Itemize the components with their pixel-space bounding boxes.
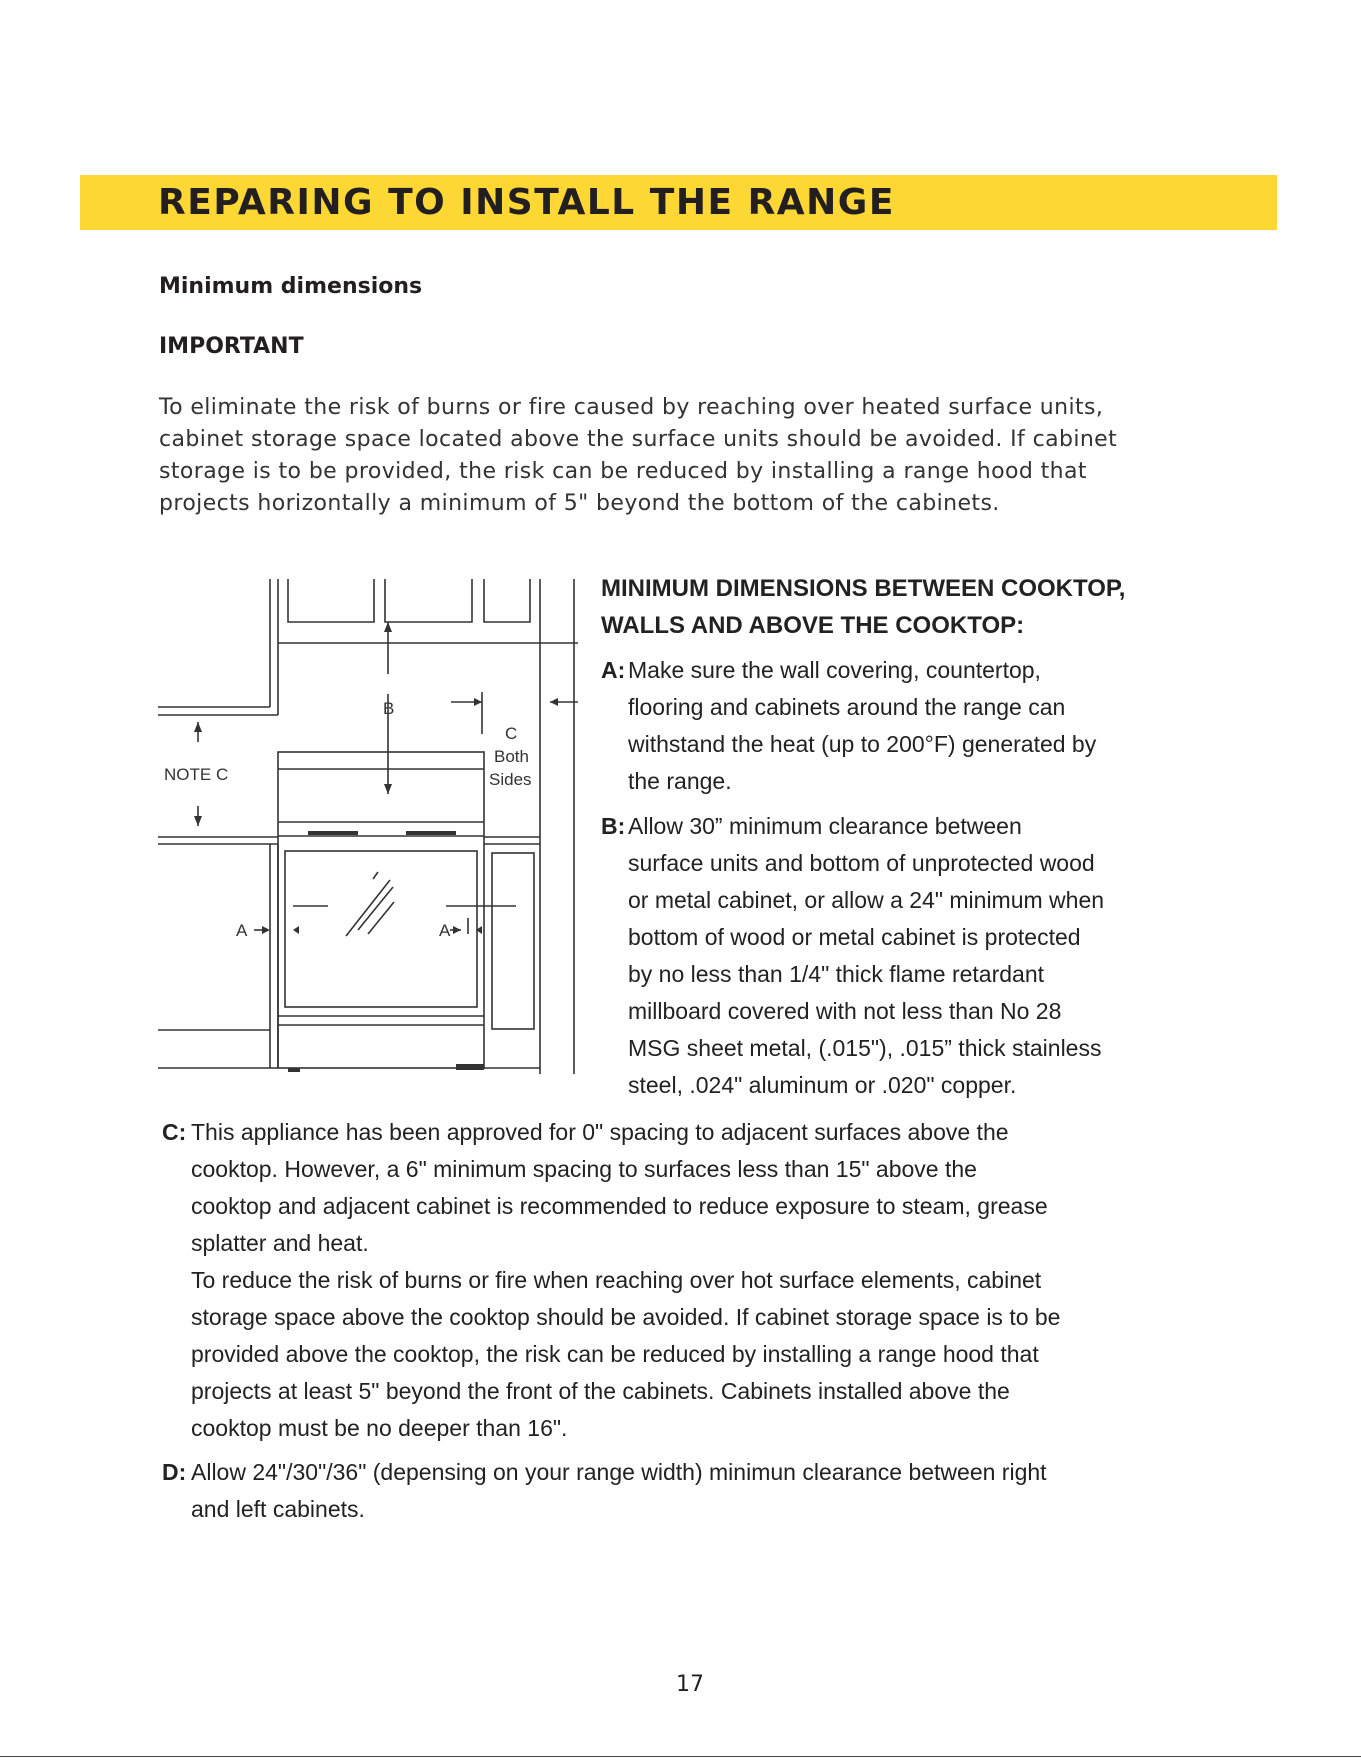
page-number: 17: [676, 1672, 704, 1697]
dimensions-heading: [601, 570, 1181, 644]
item-b-line: Allow 30” minimum clearance between: [628, 813, 1022, 839]
label-c: C: [505, 724, 518, 743]
dimension-item-a: [601, 652, 1188, 800]
item-b-line: bottom of wood or metal cabinet is protected: [628, 924, 1081, 950]
item-c-line: This appliance has been approved for 0" spacing to adjacent surfaces above the: [191, 1119, 1009, 1145]
dimensions-heading-line: MINIMUM DIMENSIONS BETWEEN COOKTOP,: [601, 575, 1126, 602]
dimension-item-b: [601, 808, 1188, 1104]
item-c-line: splatter and heat.: [191, 1230, 369, 1256]
intro-line: To eliminate the risk of burns or fire caused by reaching over heated surface units,: [159, 395, 1104, 420]
dimension-item-d: [162, 1454, 1191, 1528]
intro-line: cabinet storage space located above the surface units should be avoided. If cabinet: [159, 427, 1118, 452]
label-note-c: NOTE C: [164, 765, 229, 784]
label-sides: Sides: [489, 770, 532, 789]
item-b-line: or metal cabinet, or allow a 24" minimum when: [628, 887, 1105, 913]
item-c-line: cooktop. However, a 6" minimum spacing to surfaces less than 15" above the: [191, 1156, 977, 1182]
label-a-left: A: [236, 921, 248, 940]
subsection-title: Minimum dimensions: [159, 274, 423, 299]
item-b-line: by no less than 1/4" thick flame retardant: [628, 961, 1044, 987]
item-b-line: millboard covered with not less than No 28: [628, 998, 1062, 1024]
dimension-item-c: [162, 1114, 1191, 1447]
label-both: Both: [494, 747, 529, 766]
section-banner: [80, 175, 1277, 230]
intro-paragraph: [159, 392, 1159, 520]
item-c-label: C:: [162, 1119, 187, 1145]
label-b: B: [383, 699, 395, 718]
item-a-line: flooring and cabinets around the range can: [628, 694, 1066, 720]
item-c-line: cooktop must be no deeper than 16".: [191, 1415, 568, 1441]
page-bottom-rule: [0, 1756, 1361, 1757]
item-d-line: and left cabinets.: [191, 1496, 365, 1522]
item-d-label: D:: [162, 1459, 187, 1485]
item-c-line: projects at least 5" beyond the front of the cabinets. Cabinets installed above the: [191, 1378, 1010, 1404]
label-a-right: A: [439, 921, 451, 940]
item-a-line: Make sure the wall covering, countertop,: [628, 657, 1041, 683]
item-a-label: A:: [601, 657, 626, 683]
item-b-label: B:: [601, 813, 626, 839]
item-b-line: MSG sheet metal, (.015"), .015” thick stainless: [628, 1035, 1102, 1061]
item-c-line: provided above the cooktop, the risk can be reduced by installing a range hood that: [191, 1341, 1039, 1367]
item-a-line: the range.: [628, 768, 732, 794]
dimensions-heading-line: WALLS AND ABOVE THE COOKTOP:: [601, 612, 1025, 639]
important-label: IMPORTANT: [159, 334, 304, 359]
item-c-line: cooktop and adjacent cabinet is recommended to reduce exposure to steam, grease: [191, 1193, 1048, 1219]
item-a-line: withstand the heat (up to 200°F) generated by: [628, 731, 1097, 757]
clearance-diagram: [158, 574, 578, 1074]
item-c-line: To reduce the risk of burns or fire when reaching over hot surface elements, cabinet: [191, 1267, 1042, 1293]
intro-line: projects horizontally a minimum of 5" beyond the bottom of the cabinets.: [159, 491, 1000, 516]
item-b-line: steel, .024" aluminum or .020" copper.: [628, 1072, 1017, 1098]
item-d-line: Allow 24"/30"/36" (depensing on your range width) minimun clearance between right: [191, 1459, 1047, 1485]
range-clearance-illustration: [158, 574, 578, 1074]
item-b-line: surface units and bottom of unprotected wood: [628, 850, 1095, 876]
item-c-line: storage space above the cooktop should be avoided. If cabinet storage space is to be: [191, 1304, 1061, 1330]
intro-line: storage is to be provided, the risk can be reduced by installing a range hood that: [159, 459, 1087, 484]
section-title: REPARING TO INSTALL THE RANGE: [158, 182, 895, 223]
